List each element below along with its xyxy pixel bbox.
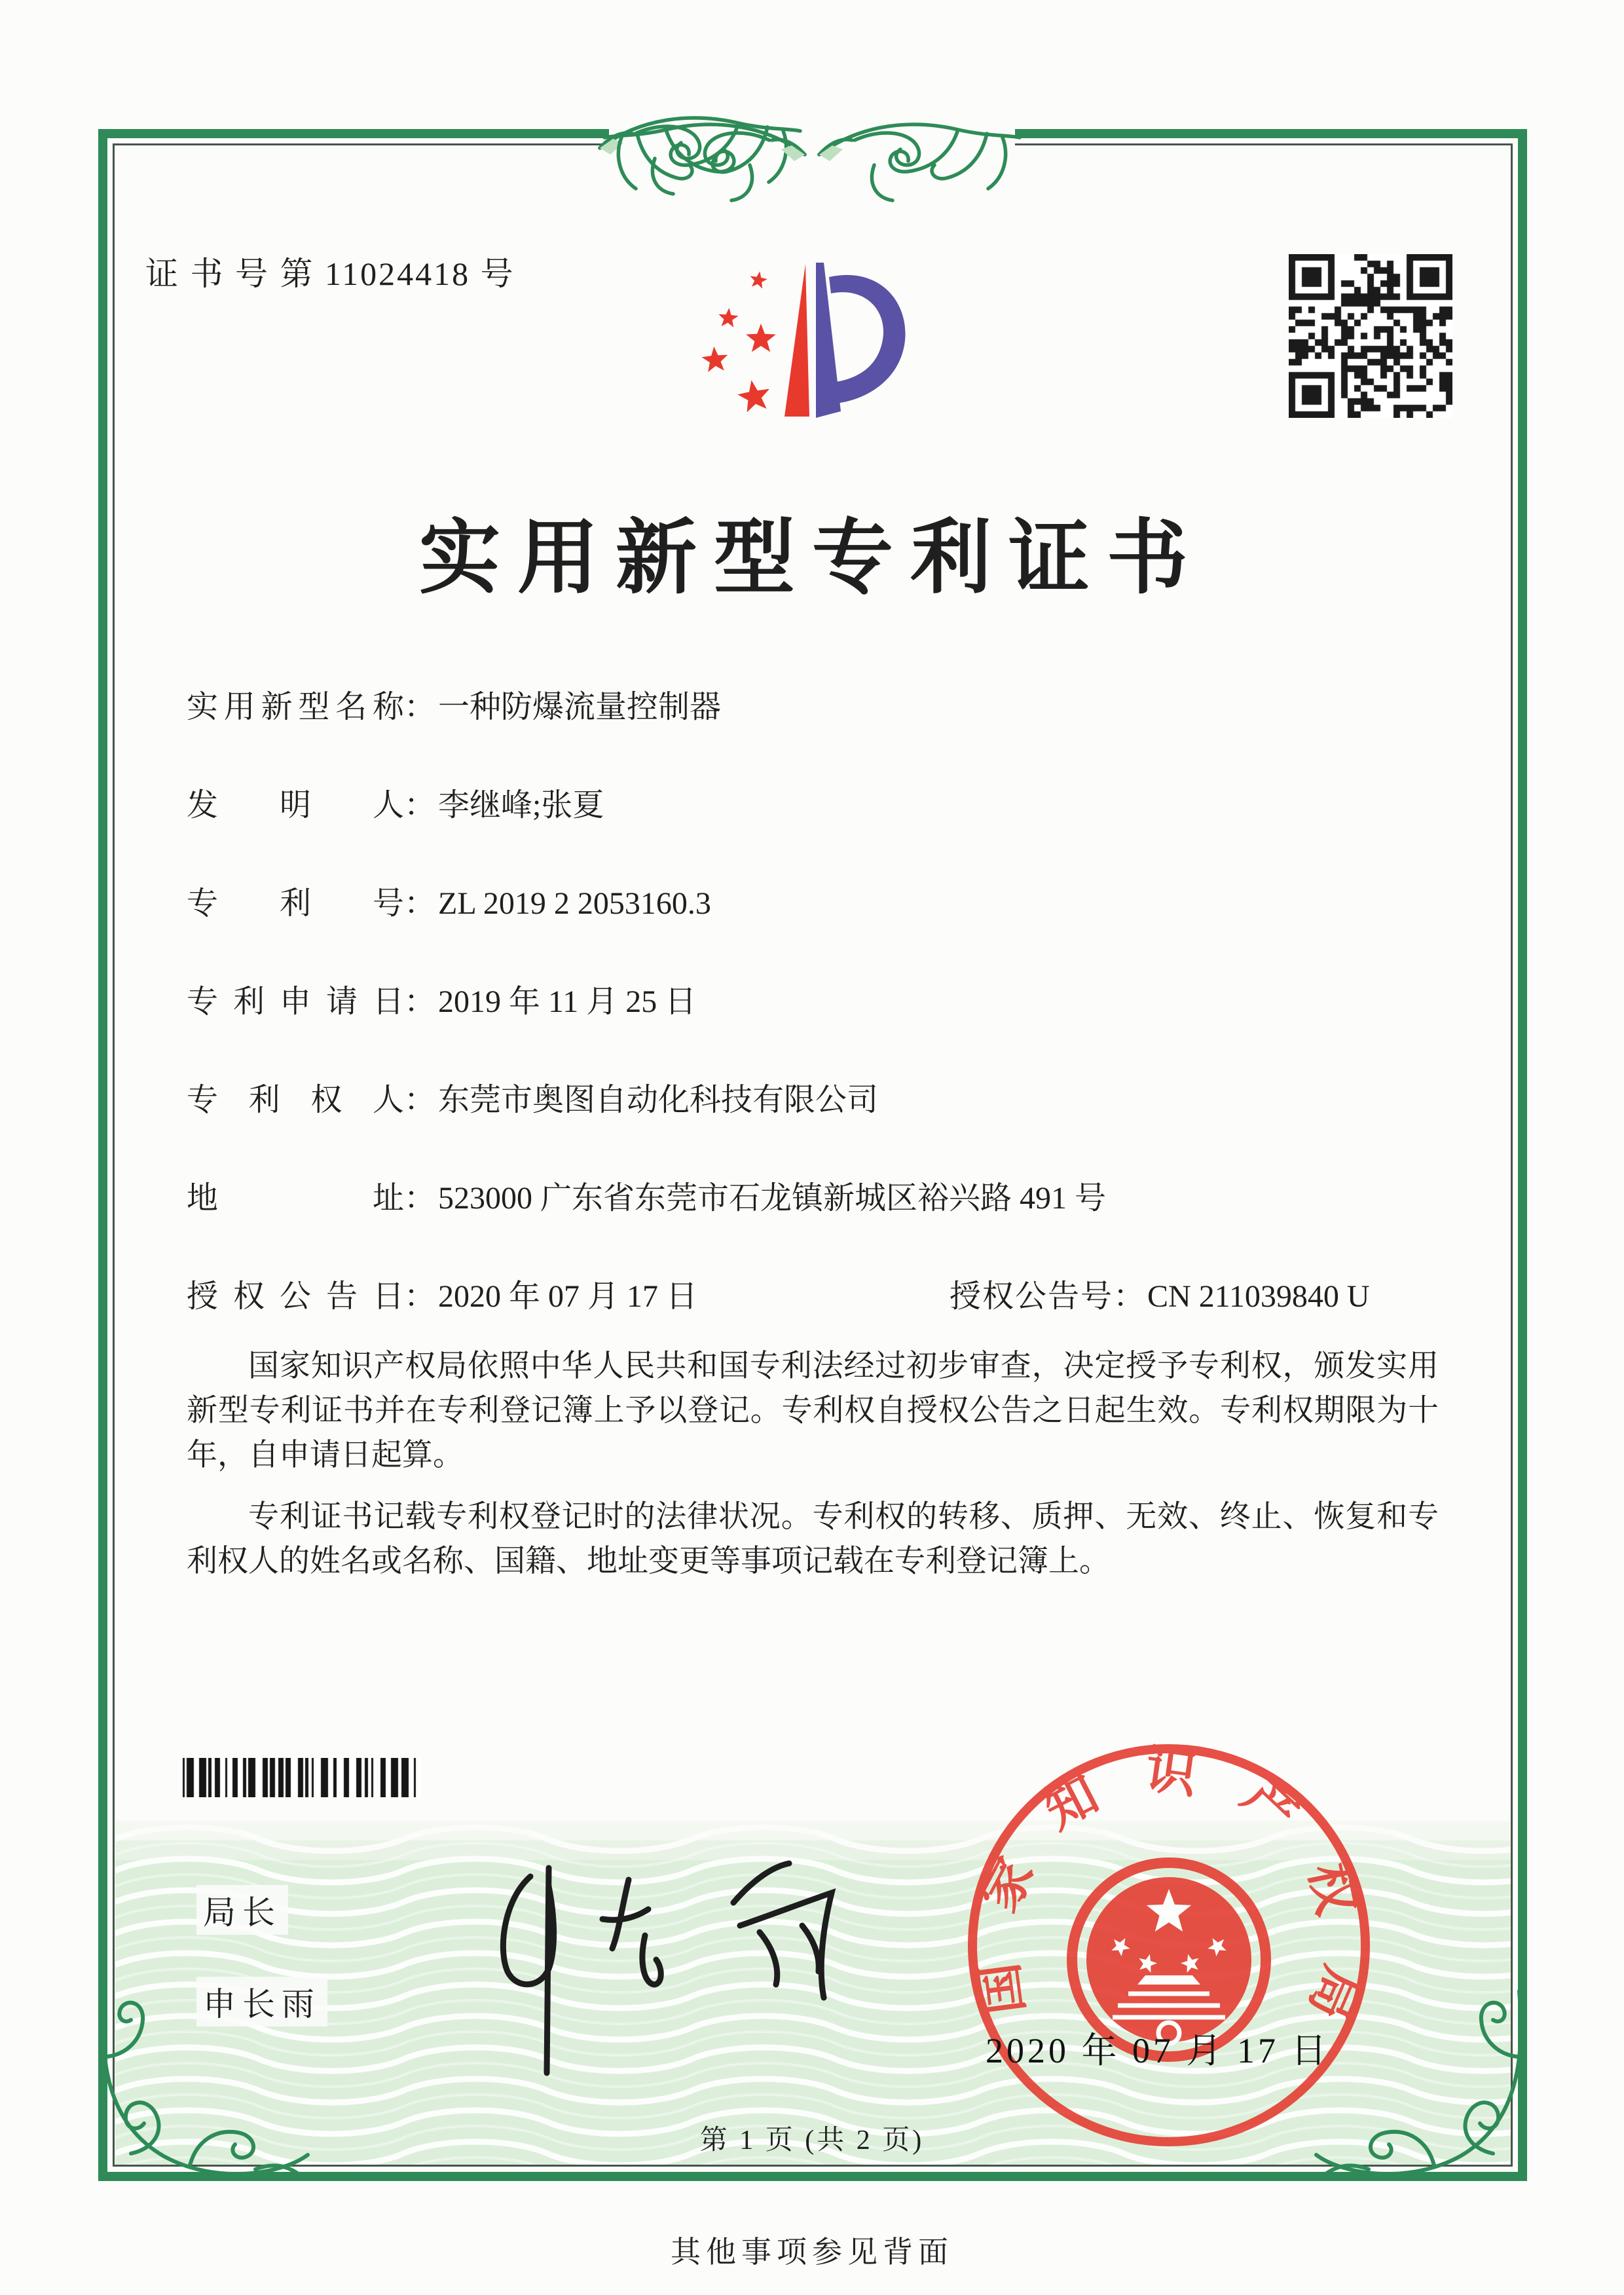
field-colon: ： [404, 1181, 436, 1216]
director-title-label: 局长 [196, 1885, 288, 1935]
cnipa-logo [681, 241, 917, 438]
legal-paragraph-2: 专利证书记载专利权登记时的法律状况。专利权的转移、质押、无效、终止、恢复和专利权人的姓名或名称、国籍、地址变更等事项记载在专利登记簿上。 [187, 1500, 1439, 1578]
field-label: 授权公告号 [950, 1279, 1114, 1314]
seal-date: 2020 年 07 月 17 日 [986, 2031, 1330, 2070]
qr-code [1289, 254, 1452, 418]
field-value: 2019 年 11 月 25 日 [438, 984, 697, 1019]
field-row [187, 1271, 1370, 1316]
field-colon: ： [404, 886, 436, 921]
legal-paragraph-1: 国家知识产权局依照中华人民共和国专利法经过初步审查，决定授予专利权，颁发实用新型专利证书并在专利登记簿上予以登记。专利权自授权公告之日起生效。专利权期限为十年，自申请日起算。 [187, 1349, 1439, 1472]
field-row [187, 681, 721, 726]
field-row [187, 976, 696, 1021]
field-value: 一种防爆流量控制器 [438, 690, 722, 724]
legal-text [187, 1344, 1439, 1601]
field-label: 专利申请日 [187, 984, 404, 1019]
field-label: 授权公告日 [187, 1279, 404, 1314]
field-value: 2020 年 07 月 17 日 [438, 1279, 698, 1314]
certificate-number: 证 书 号 第 11024418 号 [145, 255, 515, 292]
back-side-note: 其他事项参见背面 [671, 2235, 953, 2269]
field-colon: ： [404, 984, 436, 1019]
field-value: 李继峰;张夏 [438, 788, 604, 823]
field-label: 专利号 [187, 886, 404, 921]
director-signature [452, 1821, 858, 2083]
field-label: 地址 [187, 1181, 404, 1216]
field-row [187, 1172, 1106, 1218]
certificate-title: 实用新型专利证书 [418, 513, 1205, 603]
field-pair-secondary [950, 1271, 1370, 1316]
field-value: ZL 2019 2 2053160.3 [438, 886, 711, 921]
field-colon: ： [404, 788, 436, 823]
field-colon: ： [404, 1279, 436, 1314]
field-row [187, 878, 711, 923]
official-seal [953, 1729, 1385, 2161]
director-name-label: 申长雨 [196, 1977, 327, 2026]
field-label: 专利权人 [187, 1083, 404, 1117]
field-list [187, 681, 1470, 1375]
field-row [187, 1074, 878, 1119]
field-row [187, 779, 604, 825]
barcode [181, 1758, 421, 1797]
field-value: 523000 广东省东莞市石龙镇新城区裕兴路 491 号 [438, 1181, 1107, 1216]
field-value: 东莞市奥图自动化科技有限公司 [438, 1083, 879, 1117]
seal-org-text: 国家知识产权局 [965, 1740, 1375, 2068]
field-label: 发明人 [187, 788, 404, 823]
field-label: 实用新型名称 [187, 690, 404, 724]
field-colon: ： [404, 1083, 436, 1117]
field-value: CN 211039840 U [1147, 1279, 1370, 1314]
field-colon: ： [1113, 1279, 1145, 1314]
dragon-ornament [596, 85, 1028, 229]
field-colon: ： [404, 690, 436, 724]
page-number: 第 1 页 (共 2 页) [699, 2125, 925, 2155]
logo-stars-icon [702, 271, 776, 412]
